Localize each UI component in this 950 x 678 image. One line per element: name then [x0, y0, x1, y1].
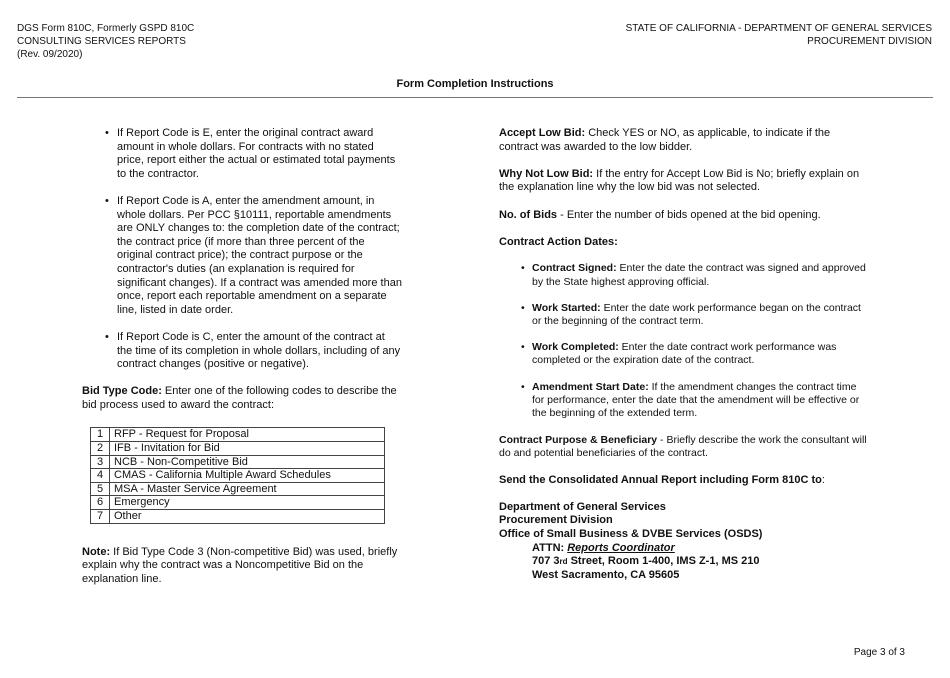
- form-header-right: [626, 22, 932, 48]
- bullet-icon: •: [105, 330, 109, 343]
- list-item: • Work Started: Enter the date work performance began on the contract or the beginning of the contract term.: [521, 301, 861, 327]
- bid-type-paragraph: Bid Type Code: Enter one of the following codes to describe the bid process used to award the contract:: [82, 385, 397, 411]
- list-item: • Work Completed: Enter the date contract work performance was completed or the expiration date of the contract.: [521, 341, 837, 367]
- list-item: • If Report Code is E, enter the original contract award amount in whole dollars. For contracts with no stated price, report either the actual or estimated total payments to the contractor.: [105, 127, 396, 180]
- table-row: 1 RFP - Request for Proposal: [91, 428, 385, 442]
- why-not-low-bid-paragraph: Why Not Low Bid: If the entry for Accept Low Bid is No; briefly explain on the explanation line why the low bid was not selected.: [499, 167, 860, 194]
- address-line: Department of General Services: [499, 500, 666, 513]
- address-city: West Sacramento, CA 95605: [532, 568, 680, 581]
- division-name: PROCUREMENT DIVISION: [807, 36, 932, 47]
- bullet-icon: •: [105, 127, 109, 139]
- note-paragraph: Note: If Bid Type Code 3 (Non-competitive Bid) was used, briefly explain why the contract was a Noncompetitive Bid on the explanation line.: [82, 545, 398, 585]
- contract-action-dates-heading: Contract Action Dates:: [499, 235, 618, 248]
- list-item: • Contract Signed: Enter the date the contract was signed and approved by the State highest approving official.: [521, 262, 866, 288]
- list-item: • Amendment Start Date: If the amendment changes the contract time for performance, enter the date that the amendment will be effective or the beginning of the extended term.: [521, 380, 860, 419]
- table-row: 6 Emergency: [91, 496, 385, 510]
- bid-type-table: [90, 427, 385, 523]
- form-revision: (Rev. 09/2020): [17, 49, 83, 60]
- mailing-address: [499, 501, 869, 583]
- form-name: CONSULTING SERVICES REPORTS: [17, 36, 186, 47]
- address-attn: ATTN: Reports Coordinator: [532, 541, 675, 554]
- contract-purpose-paragraph: Contract Purpose & Beneficiary - Briefly describe the work the consultant will do and potential beneficiaries of the contract.: [499, 434, 867, 460]
- number-of-bids-paragraph: No. of Bids - Enter the number of bids opened at the bid opening.: [499, 208, 821, 221]
- list-item: • If Report Code is A, enter the amendment amount, in whole dollars. Per PCC §10111, reportable amendments are ONLY changes to: the completion date of the contract; the contract price (if more than three percent of the original contract price); the contract purpose or the contractor's duties (an explanation is required for significant changes). If a contract was amended more than once, report each reportable amendment on a separate line, listed in date order.: [105, 194, 402, 316]
- left-column: [82, 127, 402, 586]
- address-line: Office of Small Business & DVBE Services (OSDS): [499, 527, 763, 540]
- send-report-instruction: Send the Consolidated Annual Report including Form 810C to:: [499, 473, 825, 486]
- bullet-icon: •: [521, 301, 525, 314]
- accept-low-bid-paragraph: Accept Low Bid: Check YES or NO, as applicable, to indicate if the contract was awarded to the low bidder.: [499, 127, 831, 153]
- table-row: 5 MSA - Master Service Agreement: [91, 482, 385, 496]
- list-item: • If Report Code is C, enter the amount of the contract at the time of its completion in whole dollars, including of any contract changes (positive or negative).: [105, 330, 401, 371]
- agency-name: STATE OF CALIFORNIA - DEPARTMENT OF GENERAL SERVICES: [625, 23, 932, 34]
- title-divider: [17, 97, 933, 98]
- table-row: 7 Other: [91, 510, 385, 524]
- table-row: 2 IFB - Invitation for Bid: [91, 442, 385, 456]
- form-header-left: [17, 22, 194, 61]
- address-street: 707 3rd Street, Room 1-400, IMS Z-1, MS 210: [532, 555, 760, 568]
- bullet-icon: •: [521, 341, 525, 354]
- bullet-icon: •: [521, 380, 525, 393]
- page-number: Page 3 of 3: [853, 647, 905, 658]
- bullet-icon: •: [521, 262, 525, 275]
- page-title: Form Completion Instructions: [396, 78, 554, 90]
- table-row: 3 NCB - Non-Competitive Bid: [91, 455, 385, 469]
- bullet-icon: •: [105, 194, 109, 207]
- table-row: 4 CMAS - California Multiple Award Schedules: [91, 469, 385, 483]
- right-column: [499, 127, 869, 582]
- address-line: Procurement Division: [499, 514, 613, 527]
- form-number: DGS Form 810C, Formerly GSPD 810C: [17, 23, 195, 34]
